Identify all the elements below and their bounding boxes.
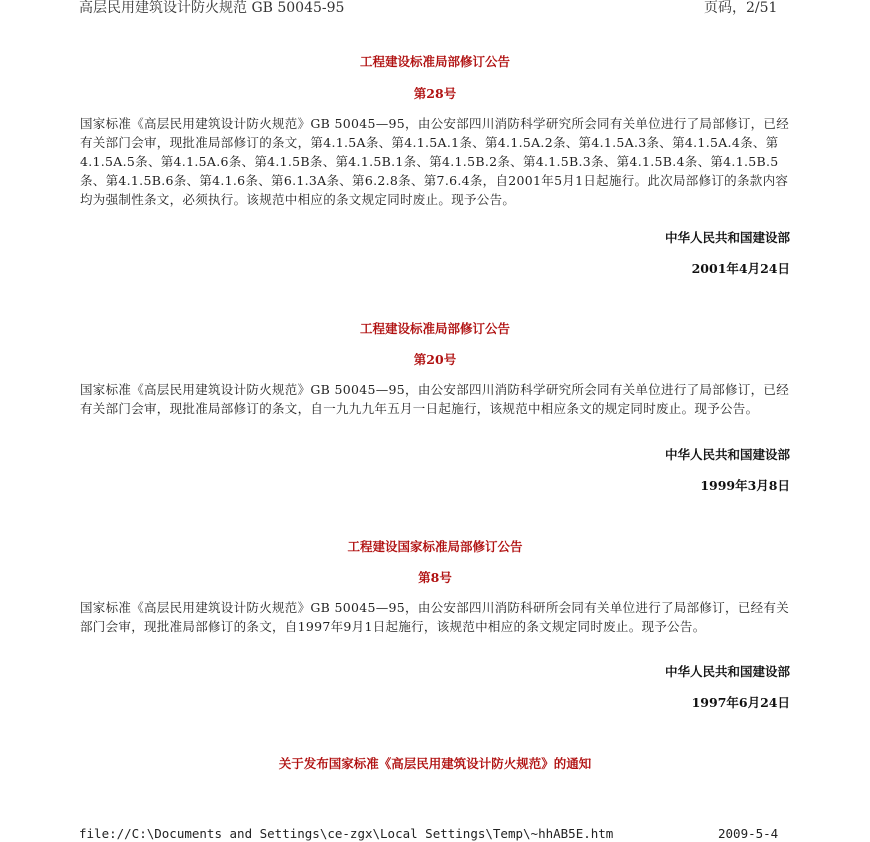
notice-date: 2001年4月24日	[691, 261, 790, 276]
next-section-title: 关于发布国家标准《高层民用建筑设计防火规范》的通知	[278, 756, 592, 771]
notice-number: 第20号	[413, 352, 457, 367]
page-indicator: 页码，2/51	[704, 0, 778, 16]
notice-number: 第28号	[413, 86, 457, 101]
notice-body: 国家标准《高层民用建筑设计防火规范》GB 50045—95，由公安部四川消防科学研究所会同有关单位进行了局部修订，已经有关部门会审，现批准局部修订的条文，自一九九九年五月一日起施行，该规范中相应条文的规定同时废止。现予公告。	[80, 382, 790, 416]
notice-body: 国家标准《高层民用建筑设计防火规范》GB 50045—95，由公安部四川消防科研所会同有关单位进行了局部修订，已经有关部门会审，现批准局部修订的条文，自1997年9月1日起施行，该规范中相应的条文规定同时废止。现予公告。	[80, 600, 790, 634]
notice-date: 1999年3月8日	[700, 478, 790, 493]
notice-title: 工程建设国家标准局部修订公告	[347, 539, 523, 554]
print-date: 2009-5-4	[718, 826, 779, 841]
notice-issuer: 中华人民共和国建设部	[664, 447, 790, 462]
file-path: file://C:\Documents and Settings\ce-zgx\Local Settings\Temp\~hhAB5E.htm	[79, 826, 614, 841]
document-header-title: 高层民用建筑设计防火规范 GB 50045-95	[79, 0, 345, 16]
notice-date: 1997年6月24日	[691, 695, 790, 710]
notice-title: 工程建设标准局部修订公告	[359, 321, 510, 336]
notice-issuer: 中华人民共和国建设部	[664, 230, 790, 245]
notice-issuer: 中华人民共和国建设部	[664, 664, 790, 679]
notice-number: 第8号	[418, 570, 452, 585]
notice-body: 国家标准《高层民用建筑设计防火规范》GB 50045—95，由公安部四川消防科学研究所会同有关单位进行了局部修订，已经有关部门会审，现批准局部修订的条文，第4.1.5A条、第4.1.5A.1条、第4.1.5A.2条、第4.1.5A.3条、第4.1.5A.4条、第4.1.5A.5条、第4.1.5A.6条、第4.1.5B条、第4.1.5B.1条、第4.1.5B.2条、第4.1.5B.3条、第4.1.5B.4条、第4.1.5B.5条、第4.1.5B.6条、第4.1.6条、第6.1.3A条、第6.2.8条、第7.6.4条，自2001年5月1日起施行。此次局部修订的条款内容均为强制性条文，必须执行。该规范中相应的条文规定同时废止。现予公告。	[80, 116, 790, 207]
notice-title: 工程建设标准局部修订公告	[359, 54, 510, 69]
